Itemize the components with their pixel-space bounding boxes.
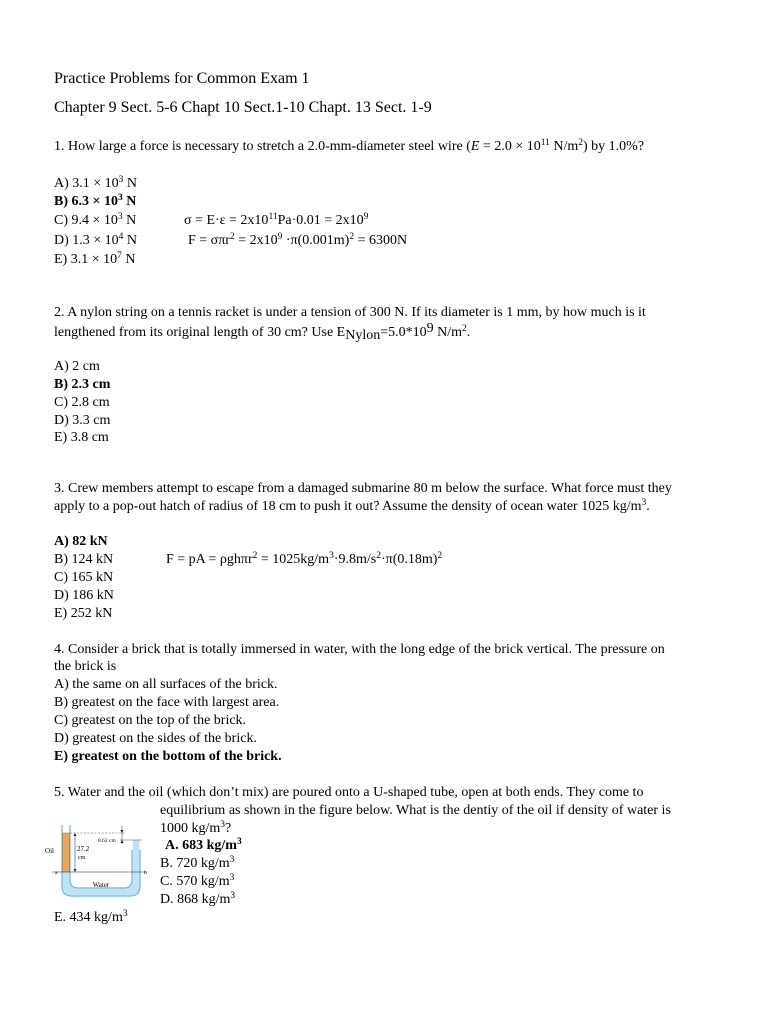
q5-option-e[interactable]: E. 434 $kg/m^3$ — [54, 909, 128, 925]
chapter-list: Chapter 9 Sect. 5-6 Chapt 10 Sect.1-10 Chapt. 13 Sect. 1-9 — [54, 99, 432, 116]
label-height-diff: 8.62 cm — [98, 838, 116, 844]
question-3-line-2: apply to a pop-out hatch of radius of 18 cm to push it out? Assume the density of ocean water 1025 $kg/m^3$. — [54, 498, 650, 514]
q1-option-e[interactable]: E) $3.1 \times 10^7$ N — [54, 251, 136, 267]
question-4-line-2: the brick is — [54, 659, 117, 674]
q5-option-c[interactable]: C. 570 $kg/m^3$ — [160, 873, 235, 889]
q1-work-force: $F = \sigma\pi r^2 = 2x10^9 \cdot\pi(0.001m)^2 = 6300N$ — [188, 232, 408, 248]
q2-option-b[interactable]: B) 2.3 cm — [54, 377, 111, 392]
label-oil-height: 27.2 — [77, 845, 90, 853]
q3-option-b[interactable]: B) 124 kN — [54, 552, 114, 567]
question-5-line-3: 1000 $kg/m^3$? — [160, 820, 232, 836]
q2-option-d[interactable]: D) 3.3 cm — [54, 413, 111, 428]
label-b: b — [144, 870, 147, 876]
q1-work-stress: $\sigma = E\cdot\varepsilon = 2x10^{11}Pa\cdot 0.01 = 2x10^9$ — [184, 212, 369, 228]
q1-option-c[interactable]: C) $9.4 \times 10^3$ N — [54, 212, 137, 228]
q2-option-a[interactable]: A) 2 cm — [54, 359, 100, 374]
label-water: Water — [92, 881, 110, 889]
q4-option-b[interactable]: B) greatest on the face with largest area. — [54, 695, 280, 710]
question-5-line-1: 5. Water and the oil (which don’t mix) are poured onto a U-shaped tube, open at both ends. They come to — [54, 785, 644, 800]
question-4-line-1: 4. Consider a brick that is totally immersed in water, with the long edge of the brick vertical. The pressure on — [54, 642, 665, 657]
q3-option-a[interactable]: A) 82 kN — [54, 534, 108, 549]
question-5-line-2: equilibrium as shown in the figure below. What is the dentiy of the oil if density of water is — [160, 803, 671, 818]
question-2-line-1: 2. A nylon string on a tennis racket is under a tension of 300 N. If its diameter is 1 mm, by how much is it — [54, 305, 646, 320]
q3-work-force: F = pA = $\rho gh\pi r^2 = 1025kg/m^3\cdot 9.8m/s^2\cdot\pi(0.18m)^2$ — [166, 551, 443, 567]
question-2-line-2: lengthened from its original length of 30 cm? Use ENylon=5.0*109 $N/m^2$. — [54, 321, 471, 343]
q5-option-a[interactable]: A. 683 $kg/m^3$ — [165, 837, 242, 853]
q2-option-e[interactable]: E) 3.8 cm — [54, 430, 109, 445]
q4-option-c[interactable]: C) greatest on the top of the brick. — [54, 713, 247, 728]
label-oil: Oil — [45, 847, 54, 855]
q2-option-c[interactable]: C) 2.8 cm — [54, 395, 110, 410]
q3-option-e[interactable]: E) 252 kN — [54, 606, 113, 621]
q4-option-a[interactable]: A) the same on all surfaces of the brick. — [54, 677, 278, 692]
q1-option-b[interactable]: B) $6.3 \times 10^3$ N — [54, 193, 137, 209]
u-tube-figure — [22, 820, 157, 900]
question-3-line-1: 3. Crew members attempt to escape from a damaged submarine 80 m below the surface. What force must they — [54, 481, 672, 496]
q3-option-d[interactable]: D) 186 kN — [54, 588, 114, 603]
oil-height-arrow-bottom — [74, 869, 77, 872]
label-a: a — [55, 870, 58, 876]
oil-height-arrow-top — [74, 833, 77, 836]
q1-option-a[interactable]: A) $3.1 \times 10^3$ N — [54, 175, 138, 191]
question-1-text: 1. How large a force is necessary to stretch a 2.0-mm-diameter steel wire ($E = 2.0 \times 10^{11}$ $N/m^2$) by 1.0%? — [54, 138, 645, 154]
page-title: Practice Problems for Common Exam 1 — [54, 70, 310, 87]
q4-option-e[interactable]: E) greatest on the bottom of the brick. — [54, 749, 282, 764]
height-diff-arrow-top — [121, 830, 124, 833]
oil-column — [63, 833, 70, 872]
q4-option-d[interactable]: D) greatest on the sides of the brick. — [54, 731, 257, 746]
q3-option-c[interactable]: C) 165 kN — [54, 570, 114, 585]
label-oil-height-unit: cm — [78, 855, 86, 861]
q5-option-b[interactable]: B. 720 $kg/m^3$ — [160, 855, 235, 871]
height-diff-arrow-bottom — [121, 840, 124, 843]
q1-option-d[interactable]: D) $1.3 \times 10^4$ N — [54, 232, 138, 248]
q5-option-d[interactable]: D. 868 $kg/m^3$ — [160, 891, 236, 907]
